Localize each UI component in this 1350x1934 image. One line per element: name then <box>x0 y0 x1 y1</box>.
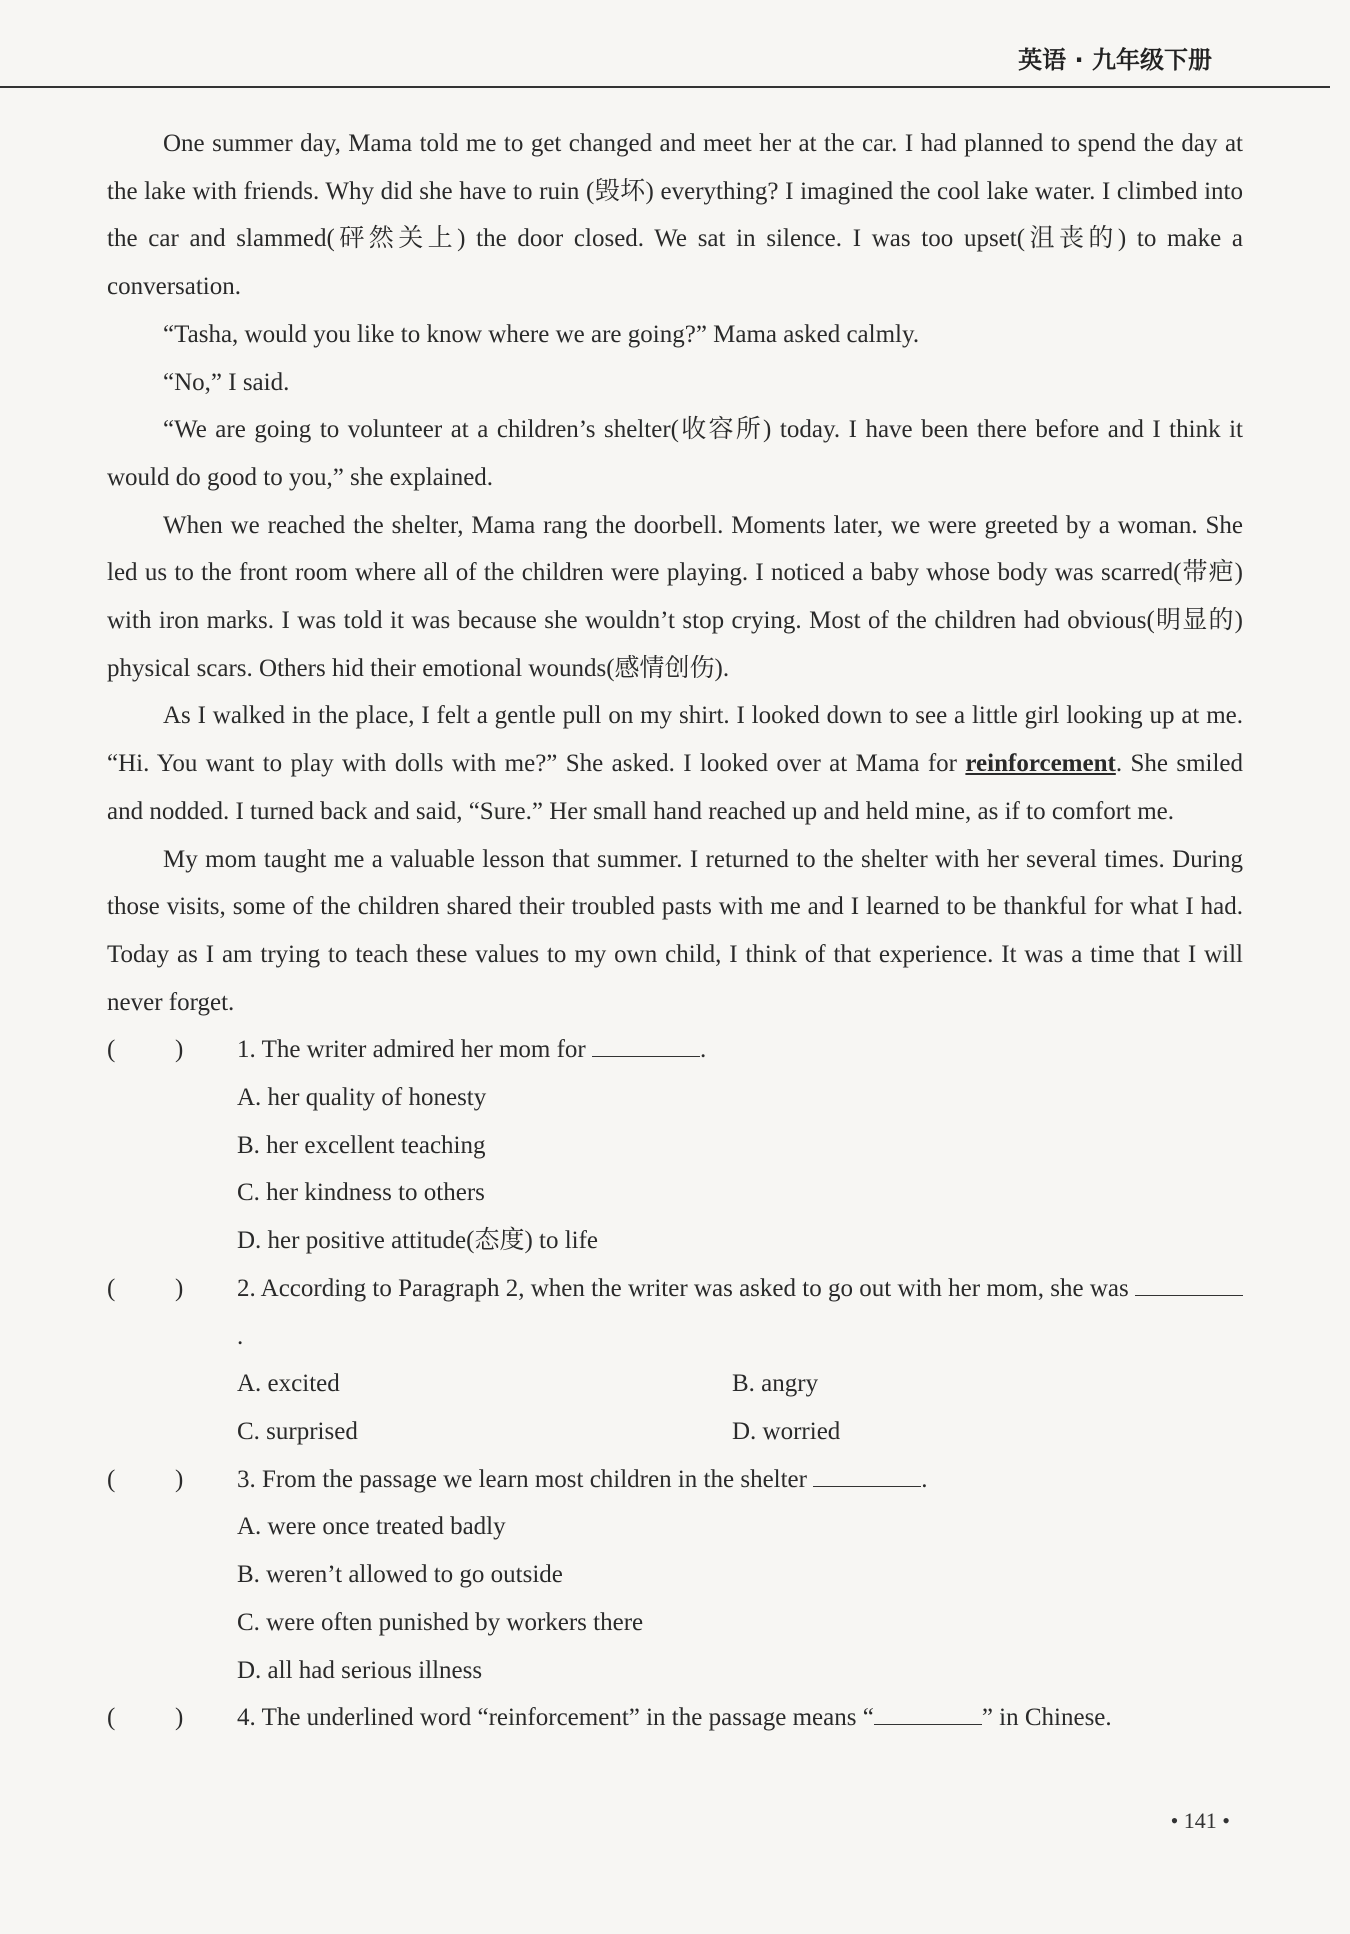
question-4 <box>107 1694 1243 1742</box>
option-b: B. her excellent teaching <box>237 1131 486 1159</box>
answer-paren-close: ) <box>175 1036 184 1064</box>
option-d: D. her positive attitude(态度) to life <box>237 1227 599 1255</box>
paragraph-1: One summer day, Mama told me to get changed and meet her at the car. I had planned to spend the day at the lake with friends. Why did she have to ruin (毁坏) everything? I imagined the cool lake water. I climbed into the car and slammed(砰然关上) the door closed. We sat in silence. I was too upset(沮丧的) to make a conversation. <box>107 130 1243 301</box>
answer-paren-open: ( <box>107 1274 116 1302</box>
answer-paren-close: ) <box>175 1704 184 1732</box>
page-header-title: 英语 · 九年级下册 <box>1018 46 1212 74</box>
question-number: 2. <box>237 1274 256 1302</box>
question-number: 1. <box>237 1036 256 1064</box>
option-b: B. angry <box>732 1370 819 1398</box>
paragraph-6 <box>107 692 1243 835</box>
answer-blank[interactable] <box>874 1702 982 1725</box>
answer-paren-open: ( <box>107 1704 116 1732</box>
option-d: D. all had serious illness <box>237 1656 483 1684</box>
option-c: C. were often punished by workers there <box>237 1608 644 1636</box>
question-stem: The writer admired her mom for <box>261 1036 592 1064</box>
paragraph-6-part-2: . She smiled and nodded. I turned back and said, “Sure.” Her small hand reached up and held mine, as if to comfort me. <box>107 750 1243 825</box>
question-stem: The underlined word “reinforcement” in the passage means “ <box>261 1704 874 1732</box>
answer-paren-open: ( <box>107 1036 116 1064</box>
option-d: D. worried <box>732 1417 841 1445</box>
option-b: B. weren’t allowed to go outside <box>237 1561 563 1589</box>
option-a: A. excited <box>237 1370 340 1398</box>
paragraph-7: My mom taught me a valuable lesson that summer. I returned to the shelter with her several times. During those visits, some of the children shared their troubled pasts with me and I learned to be thankful for what I had. Today as I am trying to teach these values to my own child, I think of that experience. It was a time that I will never forget. <box>107 845 1243 1016</box>
question-1 <box>107 1026 1243 1265</box>
answer-paren-close: ) <box>175 1274 184 1302</box>
option-a: A. were once treated badly <box>237 1513 506 1541</box>
question-number: 3. <box>237 1465 256 1493</box>
page-number: • 141 • <box>1170 1808 1230 1833</box>
paragraph-4: “We are going to volunteer at a children’s shelter(收容所) today. I have been there before and I think it would do good to you,” she explained. <box>107 416 1243 491</box>
question-stem-end: . <box>700 1036 707 1064</box>
question-number: 4. <box>237 1704 256 1732</box>
answer-blank[interactable] <box>1135 1273 1243 1296</box>
question-3 <box>107 1456 1243 1695</box>
question-stem: From the passage we learn most children in the shelter <box>262 1465 814 1493</box>
option-c: C. surprised <box>237 1417 358 1445</box>
header-rule <box>0 86 1330 88</box>
reading-passage <box>107 120 1243 1742</box>
paragraph-3: “No,” I said. <box>163 368 290 396</box>
question-stem-end: ” in Chinese. <box>981 1704 1112 1732</box>
option-c: C. her kindness to others <box>237 1179 485 1207</box>
paragraph-5: When we reached the shelter, Mama rang the doorbell. Moments later, we were greeted by a woman. She led us to the front room where all of the children were playing. I noticed a baby whose body was scarred(带疤) with iron marks. I was told it was because she wouldn’t stop crying. Most of the children had obvious(明显的) physical scars. Others hid their emotional wounds(感情创伤). <box>107 511 1243 682</box>
option-a: A. her quality of honesty <box>237 1084 487 1112</box>
question-stem-end: . <box>237 1322 244 1350</box>
answer-paren-open: ( <box>107 1465 116 1493</box>
answer-blank[interactable] <box>592 1034 700 1057</box>
paragraph-2: “Tasha, would you like to know where we are going?” Mama asked calmly. <box>163 320 920 348</box>
answer-paren-close: ) <box>175 1465 184 1493</box>
question-2 <box>107 1265 1243 1456</box>
underlined-word: reinforcement <box>965 750 1116 778</box>
answer-blank[interactable] <box>813 1464 921 1487</box>
question-stem-end: . <box>921 1465 928 1493</box>
paragraph-6-part-1: As I walked in the place, I felt a gentle pull on my shirt. I looked down to see a little girl looking up at me. “Hi. You want to play with dolls with me?” She asked. I looked over at Mama for <box>107 702 1243 778</box>
question-stem: According to Paragraph 2, when the writer was asked to go out with her mom, she was <box>260 1274 1135 1302</box>
